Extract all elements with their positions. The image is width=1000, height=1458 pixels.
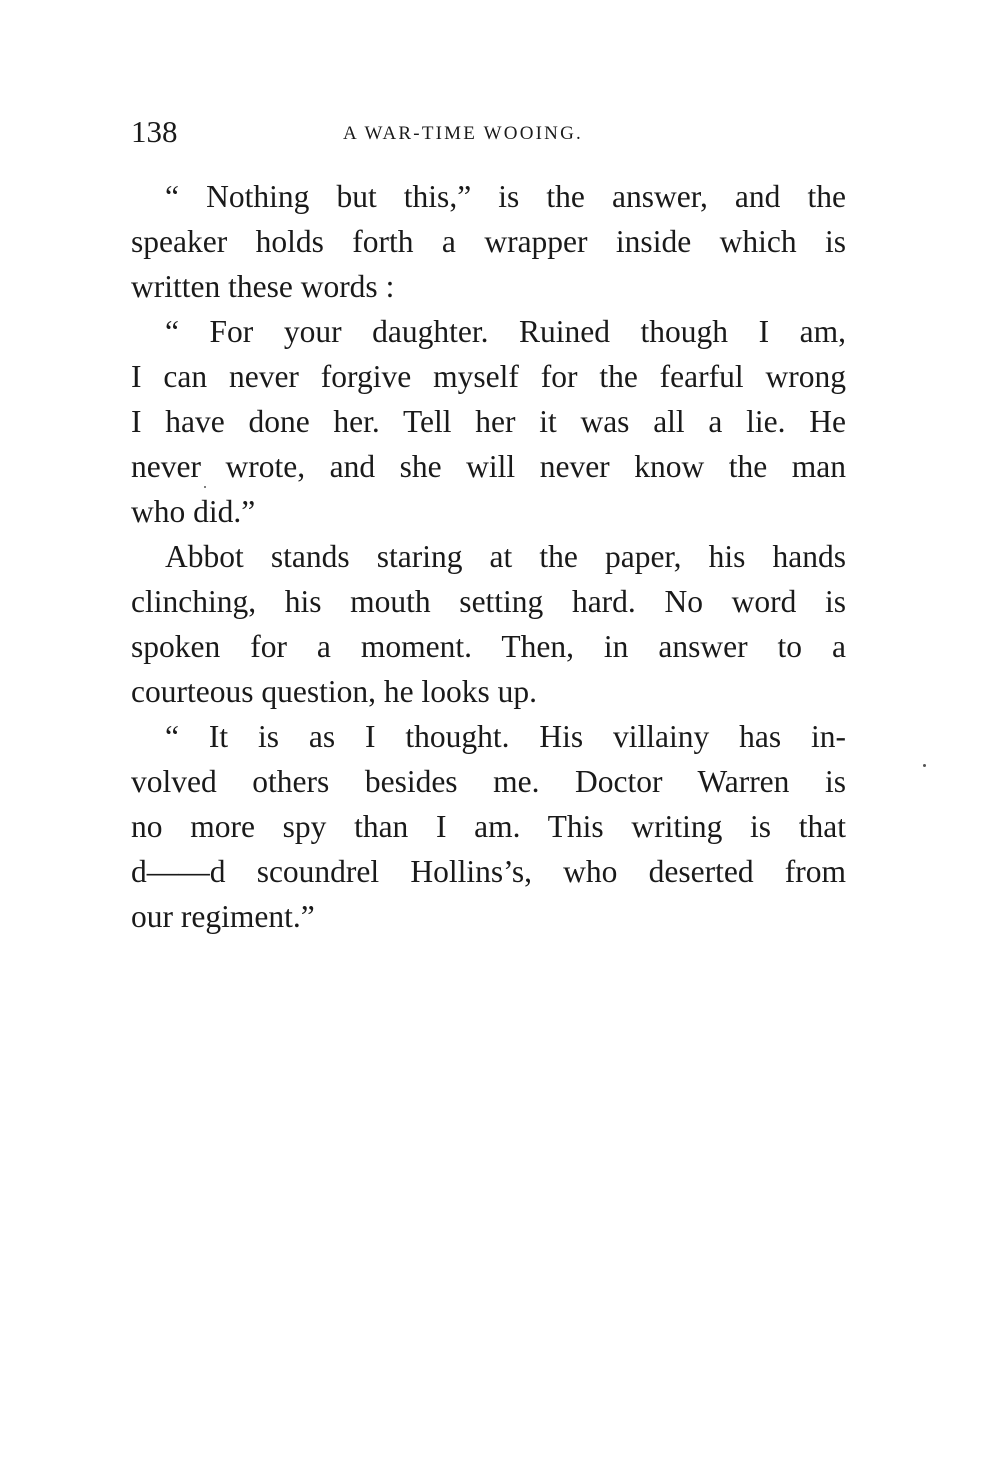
text-line: clinching, his mouth setting hard. No word is <box>131 584 846 619</box>
ink-speck <box>204 486 206 488</box>
text-line: our regiment.” <box>131 899 315 934</box>
running-head <box>131 112 846 152</box>
text-line: written these words : <box>131 269 395 304</box>
text-line: d——d scoundrel Hollins’s, who deserted from <box>131 854 846 889</box>
text-line: “ Nothing but this,” is the answer, and the <box>165 179 846 214</box>
body-text <box>131 174 846 939</box>
running-title: A WAR-TIME WOOING. <box>343 123 583 144</box>
text-line: spoken for a moment. Then, in answer to a <box>131 629 846 664</box>
text-line: courteous question, he looks up. <box>131 674 537 709</box>
text-line: “ It is as I thought. His villainy has in- <box>165 719 846 754</box>
text-line: never wrote, and she will never know the man <box>131 449 846 484</box>
text-line: no more spy than I am. This writing is that <box>131 809 846 844</box>
ink-speck <box>923 764 926 767</box>
text-line: who did.” <box>131 494 256 529</box>
text-line: volved others besides me. Doctor Warren is <box>131 764 846 799</box>
text-line: I can never forgive myself for the fearful wrong <box>131 359 846 394</box>
text-line: “ For your daughter. Ruined though I am, <box>165 314 846 349</box>
text-line: speaker holds forth a wrapper inside which is <box>131 224 846 259</box>
text-line: I have done her. Tell her it was all a lie. He <box>131 404 846 439</box>
page-number: 138 <box>131 114 178 149</box>
text-line: Abbot stands staring at the paper, his hands <box>165 539 846 574</box>
